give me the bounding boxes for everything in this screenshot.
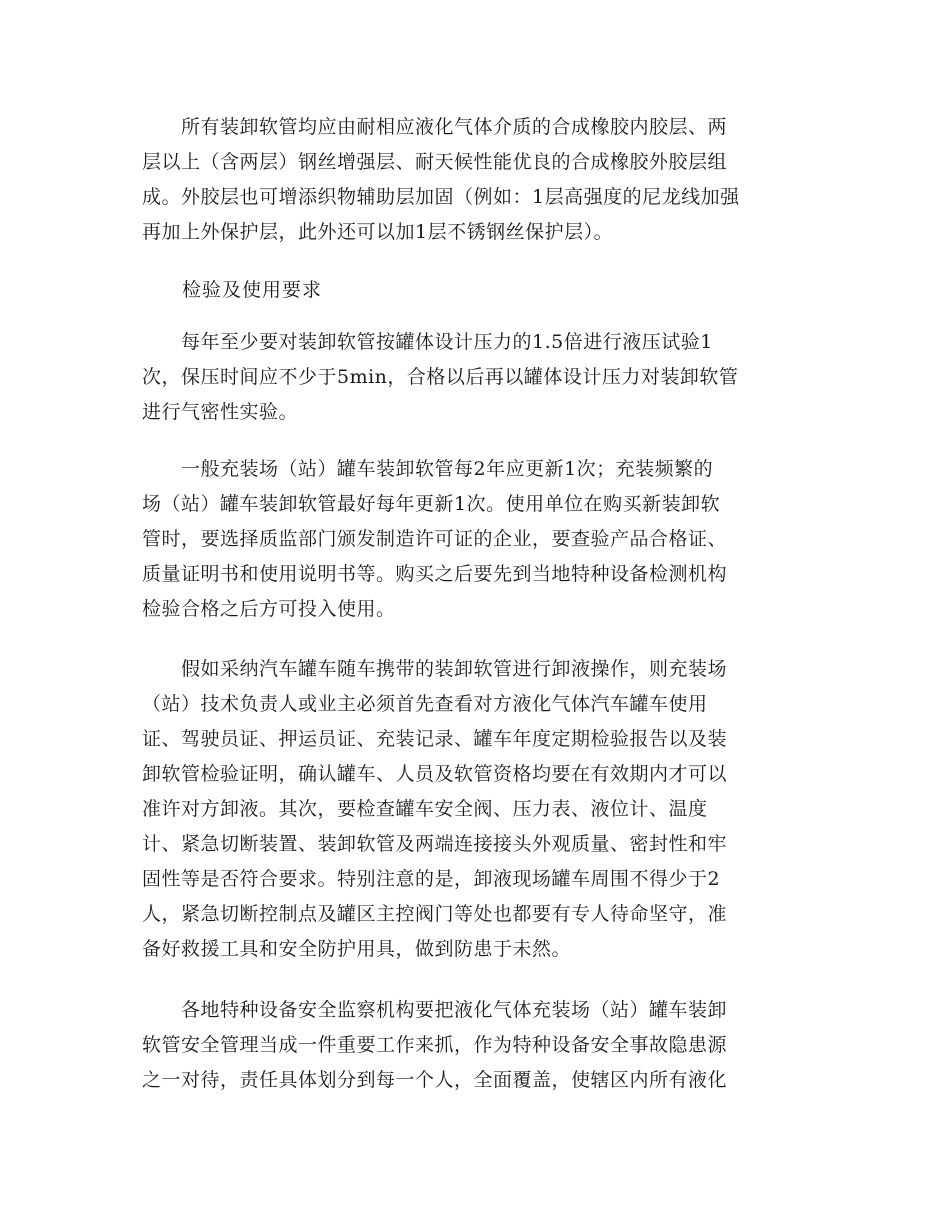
text-line: 固性等是否符合要求。特别注意的是，卸液现场罐车周围不得少于2: [142, 868, 721, 890]
text-line: 备好救援工具和安全防护用具，做到防患于未然。: [142, 938, 572, 960]
paragraph-pressure-test: [142, 325, 812, 430]
text-line: 人，紧急切断控制点及罐区主控阀门等处也都要有专人待命坚守，准: [142, 903, 728, 925]
text-line: 成。外胶层也可增添织物辅助层加固（例如：1层高强度的尼龙线加强: [142, 186, 740, 208]
text-line: 证、驾驶员证、押运员证、充装记录、罐车年度定期检验报告以及装: [142, 728, 728, 750]
text-line: 所有装卸软管均应由耐相应液化气体介质的合成橡胶内胶层、两: [142, 116, 728, 138]
paragraph-supervision: [142, 993, 812, 1098]
text-line: 一般充装场（站）罐车装卸软管每2年应更新1次；充装频繁的: [142, 458, 714, 480]
section-heading: [142, 273, 812, 308]
text-line: 计、紧急切断装置、装卸软管及两端连接接头外观质量、密封性和牢: [142, 833, 728, 855]
text-line: 卸软管检验证明，确认罐车、人员及软管资格均要在有效期内才可以: [142, 763, 728, 785]
paragraph-replacement: [142, 452, 812, 627]
text-line: 之一对待，责任具体划分到每一个人，全面覆盖，使辖区内所有液化: [142, 1069, 728, 1091]
paragraph-unloading-operation: [142, 652, 812, 967]
text-line: 软管安全管理当成一件重要工作来抓，作为特种设备安全事故隐患源: [142, 1034, 728, 1056]
heading-text: 检验及使用要求: [142, 279, 323, 301]
text-line: 场（站）罐车装卸软管最好每年更新1次。使用单位在购买新装卸软: [142, 493, 721, 515]
text-line: 次，保压时间应不少于5min，合格以后再以罐体设计压力对装卸软管: [142, 366, 739, 388]
text-line: 再加上外保护层，此外还可以加1层不锈钢丝保护层）。: [142, 221, 614, 243]
text-line: 假如采纳汽车罐车随车携带的装卸软管进行卸液操作，则充装场: [142, 658, 728, 680]
text-line: 准许对方卸液。其次，要检查罐车安全阀、压力表、液位计、温度: [142, 798, 708, 820]
text-line: （站）技术负责人或业主必须首先查看对方液化气体汽车罐车使用: [142, 693, 708, 715]
text-line: 各地特种设备安全监察机构要把液化气体充装场（站）罐车装卸: [142, 999, 728, 1021]
text-line: 管时，要选择质监部门颁发制造许可证的企业，要查验产品合格证、: [142, 528, 728, 550]
paragraph-hose-construction: [142, 110, 812, 250]
text-line: 检验合格之后方可投入使用。: [142, 598, 396, 620]
text-line: 进行气密性实验。: [142, 401, 299, 423]
text-line: 每年至少要对装卸软管按罐体设计压力的1.5倍进行液压试验1: [142, 331, 713, 353]
text-line: 层以上（含两层）钢丝增强层、耐天候性能优良的合成橡胶外胶层组: [142, 151, 728, 173]
text-line: 质量证明书和使用说明书等。购买之后要先到当地特种设备检测机构: [142, 563, 728, 585]
